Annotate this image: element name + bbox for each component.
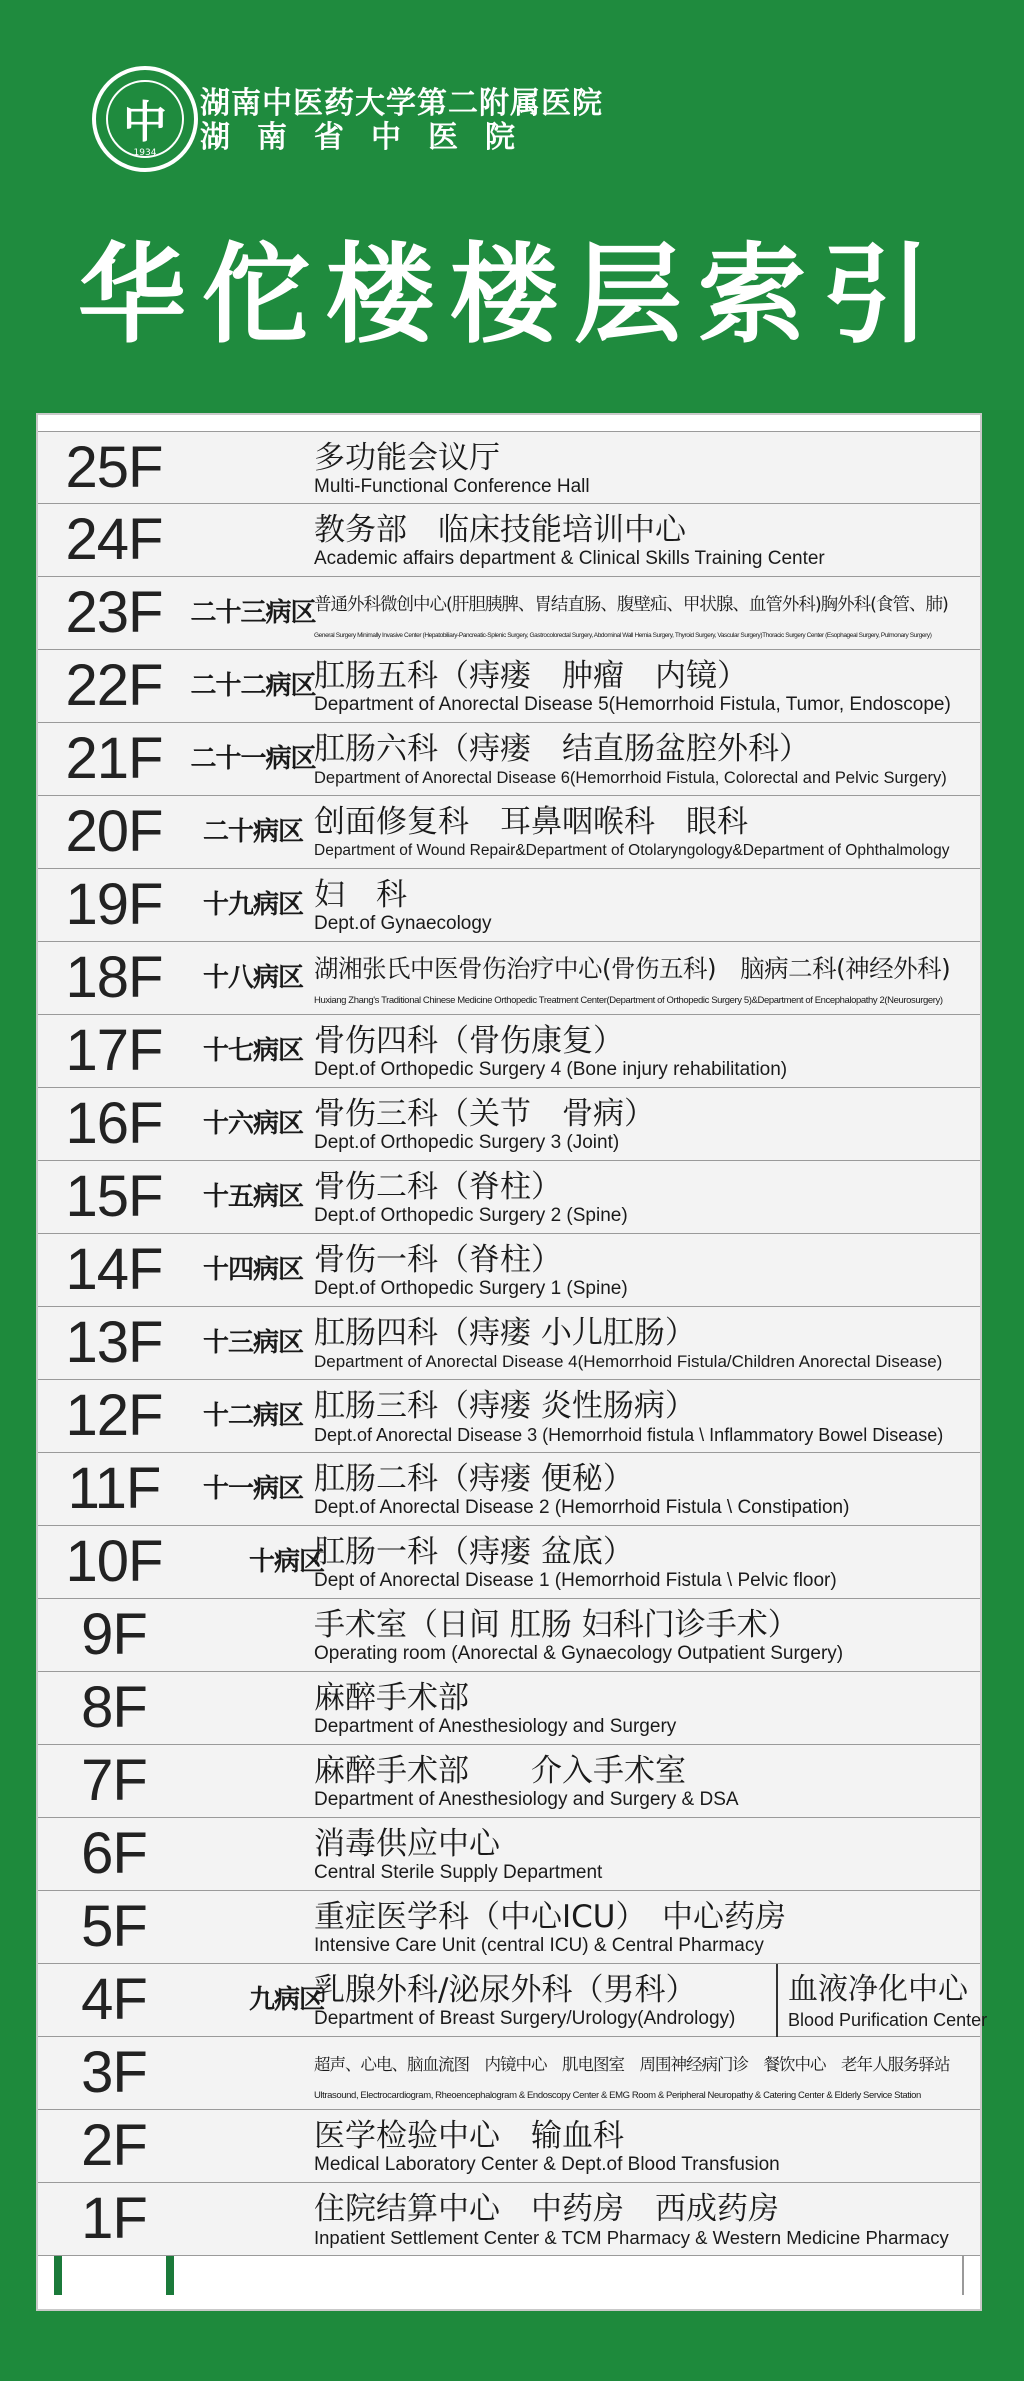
department-name-cn: 肛肠二科（痔瘘 便秘） [314, 1461, 634, 1497]
ward-label: 十六病区 [202, 1109, 303, 1139]
ward-label [174, 1745, 332, 1818]
floor-number: 14F [65, 1237, 163, 1302]
floor-number: 5F [81, 1894, 147, 1959]
secondary-department [776, 1964, 988, 2037]
header [0, 0, 1024, 410]
floor-number: 3F [81, 2040, 147, 2105]
ward-label [174, 504, 332, 577]
floor-directory-panel [36, 413, 988, 2311]
department-name-cn: 骨伤二科（脊柱） [314, 1169, 562, 1205]
ward-label: 十二病区 [202, 1401, 303, 1431]
floor-number: 24F [65, 507, 163, 572]
floor-row-9f [38, 1599, 980, 1672]
hospital-name-secondary: 湖南省中医院 [200, 120, 542, 155]
floor-row-3f [38, 2037, 980, 2110]
floor-number: 6F [81, 1821, 147, 1886]
floor-row-1f [38, 2183, 980, 2256]
department-name-cn: 麻醉手术部 [314, 1680, 469, 1716]
floor-row-10f [38, 1526, 980, 1599]
department-name-en: Dept.of Gynaecology [314, 913, 492, 934]
hospital-logo-icon [92, 66, 198, 172]
department-name-en: Department of Anorectal Disease 4(Hemorrhoid Fistula/Children Anorectal Disease) [314, 1352, 943, 1371]
department-name-cn: 普通外科微创中心(肝胆胰脾、胃结直肠、腹壁疝、甲状腺、血管外科)胸外科(食管、肺) [314, 595, 948, 615]
department-name-en: Intensive Care Unit (central ICU) & Central Pharmacy [314, 1935, 764, 1956]
department-name-cn: 肛肠五科（痔瘘 肿瘤 内镜） [314, 658, 748, 694]
department-name-en: Dept.of Anorectal Disease 2 (Hemorrhoid Fistula \ Constipation) [314, 1497, 850, 1518]
department-name-en: Department of Breast Surgery/Urology(Andrology) [314, 2008, 736, 2029]
ward-label: 二十二病区 [190, 671, 316, 701]
ward-label [174, 1599, 332, 1672]
department-name-cn: 创面修复科 耳鼻咽喉科 眼科 [314, 804, 748, 840]
department-name-cn: 超声、心电、脑血流图 内镜中心 肌电图室 周围神经病门诊 餐饮中心 老年人服务驿站 [314, 2055, 950, 2074]
department-name-en: Department of Anesthesiology and Surgery [314, 1716, 677, 1737]
ward-label: 二十病区 [202, 817, 303, 847]
floor-number: 1F [81, 2186, 147, 2251]
ward-label: 二十一病区 [190, 744, 316, 774]
floor-row-7f [38, 1745, 980, 1818]
page-title: 华佗楼楼层索引 [77, 233, 946, 358]
department-name-en: Huxiang Zhang's Traditional Chinese Medicine Orthopedic Treatment Center(Department of Orthopedic Surgery 5)&Department of Encephalopathy 2(Neurosurgery) [314, 995, 943, 1006]
ward-label: 十一病区 [202, 1474, 303, 1504]
ward-label [174, 1818, 332, 1891]
department-name-cn: 肛肠四科（痔瘘 小儿肛肠） [314, 1315, 696, 1351]
floor-row-4f [38, 1964, 988, 2037]
department-name-en: Dept.of Orthopedic Surgery 2 (Spine) [314, 1205, 628, 1226]
floor-row-6f [38, 1818, 980, 1891]
floor-number: 25F [65, 435, 163, 500]
department-name-en: Dept.of Anorectal Disease 3 (Hemorrhoid fistula \ Inflammatory Bowel Disease) [314, 1425, 944, 1445]
department-name-cn: 教务部 临床技能培训中心 [314, 512, 686, 548]
floor-number: 19F [65, 872, 163, 937]
department-name-cn: 骨伤三科（关节 骨病） [314, 1096, 655, 1132]
ward-label: 二十三病区 [190, 598, 316, 628]
department-name-en: Multi-Functional Conference Hall [314, 476, 590, 497]
department-name-cn: 医学检验中心 输血科 [314, 2118, 624, 2154]
department-name-cn: 肛肠三科（痔瘘 炎性肠病） [314, 1388, 696, 1424]
floor-number: 23F [65, 580, 163, 645]
ward-label: 十四病区 [202, 1255, 303, 1285]
department-name-en: Dept.of Orthopedic Surgery 1 (Spine) [314, 1278, 628, 1299]
department-name-cn: 消毒供应中心 [314, 1826, 500, 1862]
department-name-cn: 肛肠六科（痔瘘 结直肠盆腔外科） [314, 731, 810, 767]
floor-row-5f [38, 1891, 980, 1964]
floor-number: 20F [65, 799, 163, 864]
hospital-name-primary: 湖南中医药大学第二附属医院 [200, 86, 603, 121]
floor-number: 9F [81, 1602, 147, 1667]
secondary-department-name-cn: 血液净化中心 [788, 1972, 968, 2007]
ward-label: 十九病区 [202, 890, 303, 920]
department-name-en: Medical Laboratory Center & Dept.of Blood Transfusion [314, 2154, 780, 2175]
department-name-cn: 妇 科 [314, 877, 407, 913]
floor-number: 4F [81, 1967, 147, 2032]
ward-label [174, 1891, 332, 1964]
ward-label: 十病区 [248, 1547, 324, 1577]
ward-label: 九病区 [248, 1985, 324, 2015]
department-name-en: Department of Anesthesiology and Surgery & DSA [314, 1789, 739, 1810]
department-name-en: Dept.of Orthopedic Surgery 3 (Joint) [314, 1132, 620, 1153]
department-name-en: Central Sterile Supply Department [314, 1862, 603, 1883]
department-name-en: Department of Anorectal Disease 5(Hemorrhoid Fistula, Tumor, Endoscope) [314, 694, 951, 715]
department-name-en: Dept.of Orthopedic Surgery 4 (Bone injury rehabilitation) [314, 1059, 788, 1080]
secondary-department-name-en: Blood Purification Center [788, 2010, 988, 2030]
floor-row-25f [38, 431, 980, 504]
department-name-en: Academic affairs department & Clinical Skills Training Center [314, 548, 825, 569]
ward-label [174, 432, 332, 505]
department-name-cn: 湖湘张氏中医骨伤治疗中心(骨伤五科) 脑病二科(神经外科) [314, 954, 951, 983]
ward-label [174, 2183, 332, 2256]
ward-label [174, 2037, 332, 2110]
department-name-cn: 住院结算中心 中药房 西成药房 [314, 2191, 779, 2227]
ward-label: 十八病区 [202, 963, 303, 993]
department-name-cn: 肛肠一科（痔瘘 盆底） [314, 1534, 634, 1570]
floor-number: 15F [65, 1164, 163, 1229]
floor-number: 13F [65, 1310, 163, 1375]
department-name-en: Ultrasound, Electrocardiogram, Rheoencephalogram & Endoscopy Center & EMG Room & Peripheral Neuropathy & Catering Center & Elderly Service Station [314, 2090, 921, 2101]
department-name-cn: 骨伤一科（脊柱） [314, 1242, 562, 1278]
floor-row-11f [38, 1453, 980, 1526]
floor-number: 7F [81, 1748, 147, 1813]
ward-label: 十五病区 [202, 1182, 303, 1212]
floor-row-13f [38, 1307, 980, 1380]
floor-row-19f [38, 869, 980, 942]
floor-number: 18F [65, 945, 163, 1010]
department-name-en: General Surgery Minimally Invasive Center (Hepatobiliary-Pancreatic-Splenic Surgery, Gastrocolorectal Surgery, Abdominal Wall Hernia Surgery, Thyroid Surgery, Vascular Surgery)Thoracic Surgery Center (Esophageal Surgery, Pulmonary Surgery) [314, 632, 932, 639]
floor-number: 17F [65, 1018, 163, 1083]
department-name-cn: 乳腺外科/泌尿外科（男科） [314, 1972, 697, 2008]
floor-row-14f [38, 1234, 980, 1307]
floor-row-2f [38, 2110, 980, 2183]
department-name-en: Department of Wound Repair&Department of Otolaryngology&Department of Ophthalmology [314, 842, 950, 859]
department-name-cn: 骨伤四科（骨伤康复） [314, 1023, 624, 1059]
floor-row-8f [38, 1672, 980, 1745]
floor-row-16f [38, 1088, 980, 1161]
floor-number: 16F [65, 1091, 163, 1156]
floor-rows [38, 431, 988, 2256]
floor-number: 8F [81, 1675, 147, 1740]
department-name-cn: 多功能会议厅 [314, 440, 500, 476]
floor-row-24f [38, 504, 980, 577]
floor-row-23f [38, 577, 980, 650]
floor-number: 11F [67, 1456, 161, 1521]
logo-glyph: 中 [123, 97, 167, 148]
logo-year: 1934 [133, 148, 157, 158]
floor-row-21f [38, 723, 980, 796]
floor-row-22f [38, 650, 980, 723]
ward-label [174, 1672, 332, 1745]
department-name-cn: 麻醉手术部 介入手术室 [314, 1753, 686, 1789]
floor-row-15f [38, 1161, 980, 1234]
floor-number: 22F [65, 653, 163, 718]
department-name-en: Inpatient Settlement Center & TCM Pharmacy & Western Medicine Pharmacy [314, 2227, 949, 2248]
department-name-en: Operating room (Anorectal & Gynaecology Outpatient Surgery) [314, 1643, 844, 1664]
ward-label: 十三病区 [202, 1328, 303, 1358]
floor-row-20f [38, 796, 980, 869]
department-name-cn: 重症医学科（中心ICU） 中心药房 [314, 1899, 786, 1935]
floor-number: 2F [81, 2113, 147, 2178]
ward-label [174, 2110, 332, 2183]
floor-row-17f [38, 1015, 980, 1088]
floor-row-12f [38, 1380, 980, 1453]
floor-row-18f [38, 942, 980, 1015]
department-name-en: Dept of Anorectal Disease 1 (Hemorrhoid Fistula \ Pelvic floor) [314, 1570, 837, 1591]
department-name-en: Department of Anorectal Disease 6(Hemorrhoid Fistula, Colorectal and Pelvic Surgery) [314, 769, 947, 787]
floor-number: 10F [65, 1529, 163, 1594]
floor-number: 12F [65, 1383, 163, 1448]
department-name-cn: 手术室（日间 肛肠 妇科门诊手术） [314, 1607, 799, 1643]
floor-number: 21F [65, 726, 163, 791]
ward-label: 十七病区 [202, 1036, 303, 1066]
